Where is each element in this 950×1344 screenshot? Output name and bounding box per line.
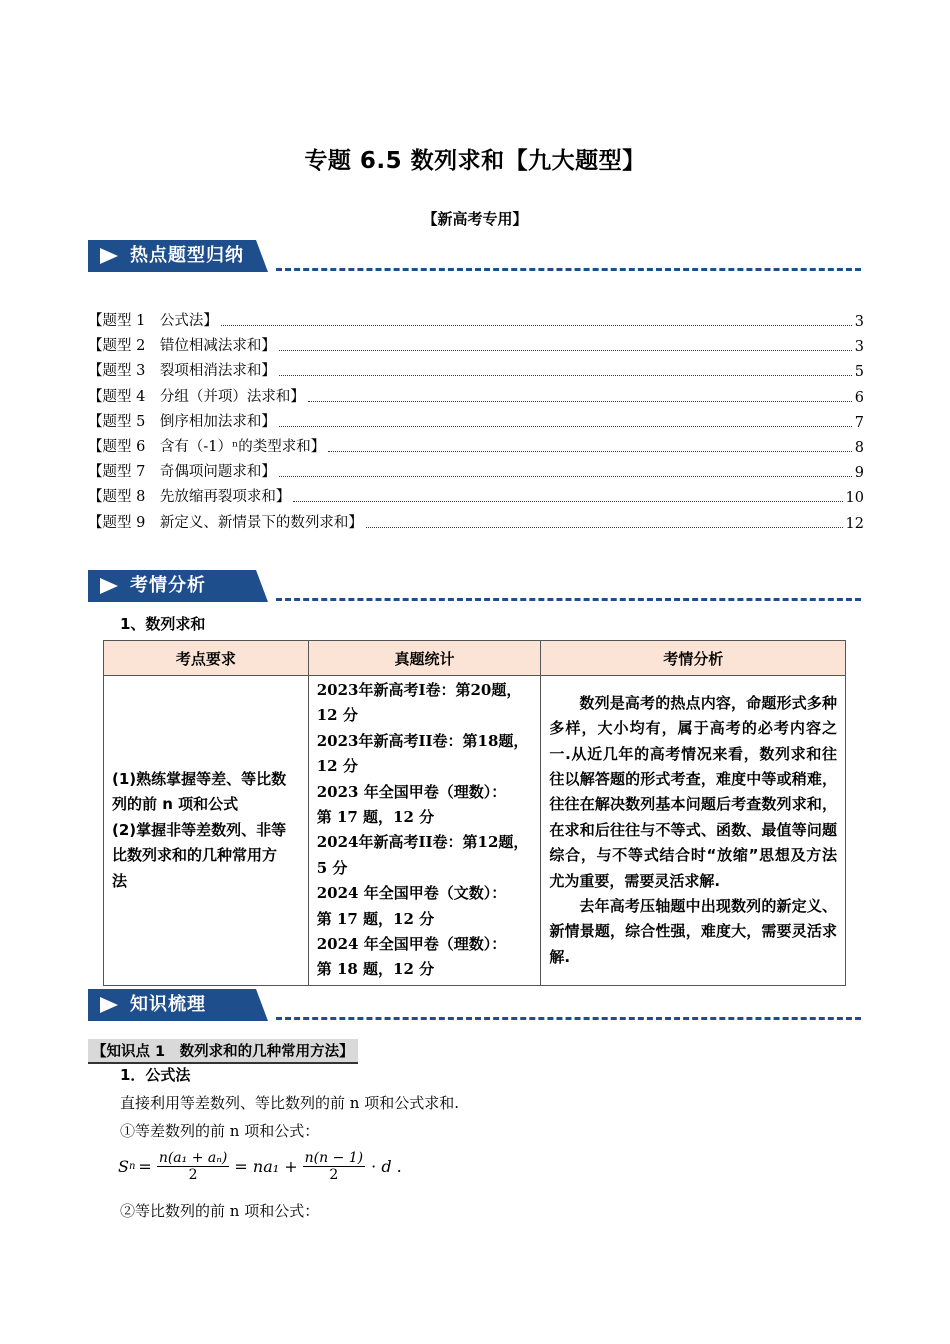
page-title: 专题 6.5 数列求和【九大题型】 bbox=[304, 148, 646, 174]
dashed-divider bbox=[276, 1017, 861, 1020]
toc-entry[interactable] bbox=[88, 484, 864, 506]
banner-label: 考情分析 bbox=[130, 575, 206, 596]
stat-line: 第 18 题，12 分 bbox=[316, 960, 435, 979]
toc-page-number: 10 bbox=[845, 490, 864, 507]
dashed-divider bbox=[276, 268, 861, 271]
toc-entry-label: 【题型 3 裂项相消法求和】 bbox=[88, 363, 276, 380]
equals-sign: = bbox=[138, 1157, 152, 1176]
toc-page-number: 3 bbox=[854, 339, 864, 356]
stat-line: 12 分 bbox=[316, 706, 358, 725]
toc-page-number: 12 bbox=[845, 515, 864, 532]
fraction-denominator: 2 bbox=[329, 1167, 339, 1183]
toc-leader-dots bbox=[293, 501, 842, 502]
toc-entry[interactable] bbox=[88, 434, 864, 456]
toc-leader-dots bbox=[366, 527, 843, 528]
stat-line: 2024 年全国甲卷（文数）： bbox=[316, 884, 507, 903]
requirements-cell bbox=[104, 676, 309, 986]
dashed-divider bbox=[276, 598, 861, 601]
formula-middle: = na₁ + bbox=[234, 1157, 298, 1176]
toc-entry[interactable] bbox=[88, 358, 864, 380]
toc-entry-label: 【题型 1 公式法】 bbox=[88, 313, 218, 329]
banner-knowledge bbox=[88, 985, 268, 1023]
header-analysis: 考情分析 bbox=[541, 641, 846, 676]
method-heading: 1．公式法 bbox=[120, 1066, 191, 1084]
requirement-line: (1)熟练掌握等差、等比数 bbox=[112, 769, 287, 788]
formula-lhs: S bbox=[118, 1157, 129, 1176]
toc-page-number: 9 bbox=[854, 465, 864, 482]
analysis-cell bbox=[541, 676, 846, 986]
formula-tail: · d . bbox=[371, 1157, 402, 1176]
toc-entry-label: 【题型 4 分组（并项）法求和】 bbox=[88, 388, 305, 405]
banner-label: 知识梳理 bbox=[130, 994, 206, 1015]
stat-line: 2023年新高考I卷：第20题， bbox=[316, 681, 522, 699]
toc-leader-dots bbox=[221, 325, 852, 326]
header-statistics: 真题统计 bbox=[308, 641, 541, 676]
toc-page-number: 6 bbox=[854, 389, 864, 406]
banner-label: 热点题型归纳 bbox=[130, 245, 244, 266]
toc-entry-label: 【题型 9 新定义、新情景下的数列求和】 bbox=[88, 514, 363, 531]
stat-line: 第 17 题，12 分 bbox=[316, 808, 435, 827]
arithmetic-sum-formula bbox=[118, 1150, 402, 1183]
toc-entry-label: 【题型 7 奇偶项问题求和】 bbox=[88, 464, 276, 481]
toc-entry-label: 【题型 8 先放缩再裂项求和】 bbox=[88, 489, 291, 506]
toc-entry-label: 【题型 5 倒序相加法求和】 bbox=[88, 413, 276, 430]
toc-entry-label: 【题型 6 含有（-1）ⁿ的类型求和】 bbox=[88, 439, 326, 455]
analysis-paragraph: 去年高考压轴题中出现数列的新定义、新情景题，综合性强，难度大，需要灵活求解. bbox=[549, 896, 837, 966]
table-row bbox=[104, 676, 846, 986]
analysis-paragraph: 数列是高考的热点内容，命题形式多种多样，大小均有，属于高考的必考内容之一.从近几年的高考情况来看，数列求和往往以解答题的形式考查，难度中等或稍难，往往在解决数列基本问题后考查数列求和，在求和后往往与不等式、函数、最值等问题综合，与不等式结合时“放缩”思想及方法尤为重要，需要灵活求解. bbox=[549, 693, 837, 890]
toc-entry[interactable] bbox=[88, 459, 864, 481]
fraction-numerator: n(n − 1) bbox=[304, 1150, 364, 1166]
toc-page-number: 7 bbox=[854, 414, 864, 431]
exam-analysis-table bbox=[103, 640, 846, 986]
toc-page-number: 3 bbox=[854, 314, 864, 330]
toc-entry[interactable] bbox=[88, 333, 864, 355]
fraction bbox=[157, 1150, 230, 1183]
stat-line: 2023年新高考II卷：第18题， bbox=[316, 731, 529, 750]
stat-line: 5 分 bbox=[316, 858, 348, 877]
stat-line: 2024 年全国甲卷（理数）： bbox=[316, 935, 507, 954]
page-subtitle: 【新高考专用】 bbox=[422, 210, 528, 228]
toc-entry[interactable] bbox=[88, 510, 864, 532]
toc-leader-dots bbox=[308, 401, 852, 402]
header-requirements: 考点要求 bbox=[104, 641, 309, 676]
requirement-line: 法 bbox=[112, 871, 128, 890]
body-text: ①等差数列的前 n 项和公式： bbox=[120, 1122, 320, 1140]
toc-leader-dots bbox=[328, 451, 852, 452]
stat-line: 12 分 bbox=[316, 757, 358, 776]
body-text: 直接利用等差数列、等比数列的前 n 项和公式求和. bbox=[120, 1094, 459, 1112]
toc-page-number: 8 bbox=[854, 440, 864, 456]
knowledge-point-title: 【知识点 1 数列求和的几种常用方法】 bbox=[88, 1039, 358, 1064]
toc-leader-dots bbox=[279, 350, 852, 351]
requirement-line: 列的前 n 项和公式 bbox=[112, 795, 239, 814]
section-label: 1、数列求和 bbox=[120, 615, 206, 633]
stat-line: 第 17 题，12 分 bbox=[316, 909, 435, 928]
toc-entry-label: 【题型 2 错位相减法求和】 bbox=[88, 338, 276, 355]
fraction-denominator: 2 bbox=[188, 1167, 198, 1183]
fraction bbox=[303, 1150, 366, 1183]
table-header-row bbox=[104, 641, 846, 676]
toc-leader-dots bbox=[279, 375, 852, 376]
banner-hot-topics bbox=[88, 236, 268, 274]
requirement-line: 比数列求和的几种常用方 bbox=[112, 846, 278, 865]
toc-leader-dots bbox=[279, 476, 852, 477]
statistics-cell bbox=[308, 676, 541, 986]
banner-exam-analysis bbox=[88, 566, 268, 604]
toc-page-number: 5 bbox=[854, 364, 864, 381]
stat-line: 2024年新高考II卷：第12题， bbox=[316, 833, 529, 852]
toc-leader-dots bbox=[279, 426, 852, 427]
formula-lhs-sub: n bbox=[128, 1161, 136, 1172]
fraction-numerator: n(a₁ + aₙ) bbox=[158, 1150, 228, 1166]
toc-entry[interactable] bbox=[88, 308, 864, 330]
requirement-line: (2)掌握非等差数列、非等 bbox=[112, 820, 287, 839]
body-text: ②等比数列的前 n 项和公式： bbox=[120, 1202, 320, 1220]
toc-entry[interactable] bbox=[88, 409, 864, 431]
stat-line: 2023 年全国甲卷（理数）： bbox=[316, 782, 507, 801]
toc-entry[interactable] bbox=[88, 384, 864, 406]
